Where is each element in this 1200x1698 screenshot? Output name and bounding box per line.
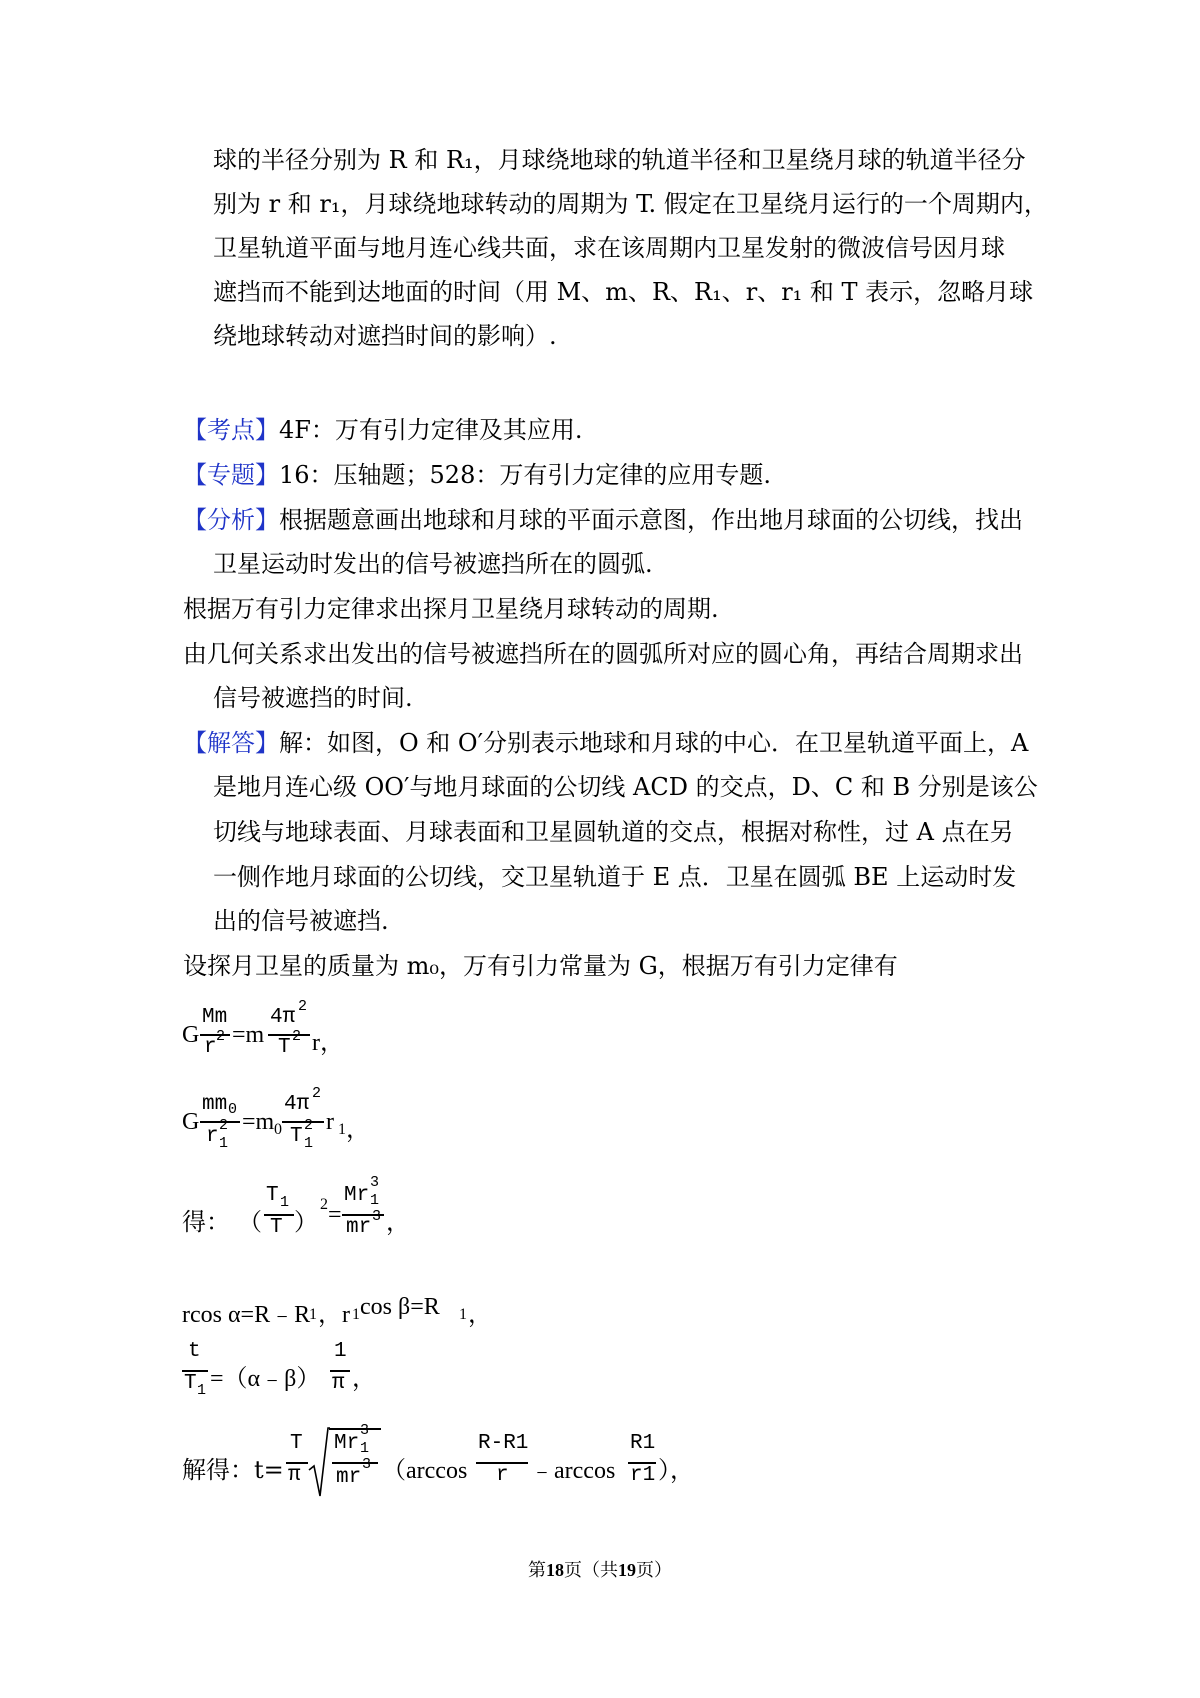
eq2-fraction-bar-2	[282, 1121, 324, 1123]
eq1-den-exp: 2	[216, 1028, 226, 1045]
eq6-arc1: （arccos	[382, 1458, 468, 1484]
eq3-num2: Mr	[344, 1184, 370, 1207]
eq3-num2-sup: 3	[370, 1174, 380, 1191]
eq2-den-sub: 1	[219, 1135, 229, 1152]
eq2-mid: =m	[242, 1109, 275, 1135]
fenxi-line-1: 根据题意画出地球和月球的平面示意图，作出地月球面的公切线，找出	[279, 506, 1023, 534]
jieda-line-3: 切线与地球表面、月球表面和卫星圆轨道的交点，根据对称性，过 A 点在另	[213, 818, 1014, 846]
jieda-line-5: 出的信号被遮挡.	[213, 907, 389, 935]
eq2-tail: r	[326, 1109, 334, 1135]
eq3-lparen: （	[238, 1210, 262, 1236]
equation-2	[182, 1085, 402, 1167]
eq1-g: G	[182, 1022, 200, 1048]
eq2-tail-sub: 1	[338, 1121, 346, 1138]
eq3-eq: =	[328, 1202, 342, 1228]
eq1-numerator: Mm	[202, 1006, 228, 1029]
eq5-den-sub: 1	[197, 1382, 207, 1399]
eq4-text-a: rcos α=R﹣R	[182, 1302, 311, 1328]
eq2-numerator: mm	[202, 1093, 228, 1116]
eq6-radical-bar	[329, 1428, 381, 1430]
eq3-prefix: 得：	[182, 1208, 230, 1236]
footer-pre: 第	[528, 1560, 546, 1581]
eq4-sub-a: 1	[309, 1306, 317, 1323]
eq5-tail: ，	[352, 1366, 376, 1392]
footer-page-number: 18	[546, 1560, 564, 1580]
eq6-rad-num: Mr	[334, 1432, 360, 1455]
eq1-num2: 4π	[270, 1006, 296, 1029]
eq6-rad-den-exp: 3	[362, 1456, 372, 1473]
eq2-denominator: r	[206, 1125, 219, 1148]
jieda-line-6: 设探月卫星的质量为 m₀，万有引力常量为 G，根据万有引力定律有	[183, 952, 898, 980]
eq1-den2: T	[278, 1036, 291, 1059]
eq5-mid: =（α﹣β）	[210, 1366, 321, 1392]
eq5-den: T	[184, 1372, 197, 1395]
jieda-line-2: 是地月连心级 OO′与地月球面的公切线 ACD 的交点，D、C 和 B 分别是该公	[213, 773, 1038, 801]
footer-post: 页）	[636, 1560, 672, 1581]
fenxi-line-3: 根据万有引力定律求出探月卫星绕月球转动的周期.	[183, 595, 719, 623]
eq2-den2-sub: 1	[304, 1135, 314, 1152]
eq3-num2-sub: 1	[370, 1192, 380, 1209]
eq4-text-d: ，	[468, 1302, 492, 1328]
eq2-g: G	[182, 1109, 200, 1135]
kaodian-text: 4F：万有引力定律及其应用.	[279, 416, 583, 444]
eq6-tail: ），	[658, 1458, 694, 1484]
eq2-num2: 4π	[284, 1093, 310, 1116]
eq3-den: T	[270, 1216, 283, 1239]
eq6-f1-den: r	[496, 1464, 509, 1487]
footer-mid: 页（共	[564, 1560, 618, 1581]
zhuanti-tag: 【专题】	[183, 461, 279, 489]
equation-5	[182, 1340, 402, 1416]
eq6-rad-num-sup: 3	[360, 1422, 370, 1439]
eq2-tail2: ，	[346, 1117, 370, 1143]
eq6-minus: ﹣arccos	[530, 1458, 616, 1484]
problem-line-5: 绕地球转动对遮挡时间的影响）.	[213, 322, 557, 350]
fenxi-section	[183, 502, 1023, 538]
zhuanti-text: 16：压轴题；528：万有引力定律的应用专题.	[279, 461, 771, 489]
page-footer	[0, 1556, 1200, 1582]
equation-6	[182, 1422, 702, 1514]
eq6-den: π	[288, 1464, 301, 1487]
eq3-tail: ，	[386, 1210, 410, 1236]
problem-line-2: 别为 r 和 r₁，月球绕地球转动的周期为 T. 假定在卫星绕月运行的一个周期内，	[213, 190, 1048, 218]
eq3-rparen: ）	[294, 1210, 318, 1236]
eq6-fraction-bar-2	[332, 1462, 378, 1464]
eq6-rad-den: mr	[336, 1466, 362, 1489]
eq2-num2-exp: 2	[312, 1085, 322, 1102]
kaodian-section	[183, 412, 583, 448]
equation-3	[182, 1174, 422, 1260]
kaodian-tag: 【考点】	[183, 416, 279, 444]
problem-line-4: 遮挡而不能到达地面的时间（用 M、m、R、R₁、r、r₁ 和 T 表示，忽略月球	[213, 278, 1034, 306]
eq3-num-sub: 1	[280, 1194, 290, 1211]
zhuanti-section	[183, 457, 771, 493]
problem-line-3: 卫星轨道平面与地月连心线共面，求在该周期内卫星发射的微波信号因月球	[213, 234, 1005, 262]
eq4-sub-b: 1	[352, 1306, 360, 1323]
eq6-f2-num: R1	[630, 1432, 656, 1455]
fenxi-line-2: 卫星运动时发出的信号被遮挡所在的圆弧.	[213, 550, 653, 578]
eq2-num-sub: 0	[228, 1101, 238, 1118]
eq5-den2: π	[332, 1372, 345, 1395]
eq3-den2-exp: 3	[372, 1208, 382, 1225]
footer-total-pages: 19	[618, 1560, 636, 1580]
eq2-den2-sup: 2	[304, 1117, 314, 1134]
eq6-f1-num: R-R1	[478, 1432, 529, 1455]
eq6-prefix: 解得：t=	[182, 1456, 284, 1484]
eq6-f2-den: r1	[630, 1464, 656, 1487]
eq1-tail: r，	[312, 1030, 344, 1056]
eq1-denominator: r	[204, 1036, 217, 1059]
fenxi-tag: 【分析】	[183, 506, 279, 534]
problem-line-1: 球的半径分别为 R 和 R₁，月球绕地球的轨道半径和卫星绕月球的轨道半径分	[213, 146, 1026, 174]
equation-4	[182, 1288, 582, 1328]
jieda-line-1: 解：如图，O 和 O′分别表示地球和月球的中心．在卫星轨道平面上，A	[279, 729, 1029, 757]
eq4-text-c: cos β=R	[360, 1294, 440, 1320]
equation-1	[182, 998, 382, 1070]
eq6-rad-num-sub: 1	[360, 1440, 370, 1457]
fenxi-line-5: 信号被遮挡的时间.	[213, 684, 413, 712]
eq2-den-sup: 2	[219, 1117, 229, 1134]
eq3-den2: mr	[346, 1216, 372, 1239]
fenxi-line-4: 由几何关系求出发出的信号被遮挡所在的圆弧所对应的圆心角，再结合周期求出	[183, 640, 1023, 668]
eq1-num2-exp: 2	[298, 998, 308, 1015]
eq3-num: T	[266, 1184, 279, 1207]
eq4-text-b: ，r	[318, 1302, 350, 1328]
jieda-line-4: 一侧作地月球面的公切线，交卫星轨道于 E 点．卫星在圆弧 BE 上运动时发	[213, 863, 1017, 891]
eq3-exp: 2	[320, 1196, 328, 1213]
eq2-den2: T	[290, 1125, 303, 1148]
eq2-mid-sub: 0	[274, 1121, 282, 1138]
jieda-tag: 【解答】	[183, 729, 279, 757]
eq5-num2: 1	[334, 1340, 347, 1363]
eq6-num: T	[290, 1432, 303, 1455]
eq5-num: t	[188, 1340, 201, 1363]
eq1-mid: =m	[232, 1022, 265, 1048]
eq1-den2-exp: 2	[292, 1028, 302, 1045]
eq4-sub-c: 1	[459, 1306, 467, 1323]
jieda-section	[183, 725, 1028, 761]
sqrt-icon	[308, 1426, 330, 1500]
